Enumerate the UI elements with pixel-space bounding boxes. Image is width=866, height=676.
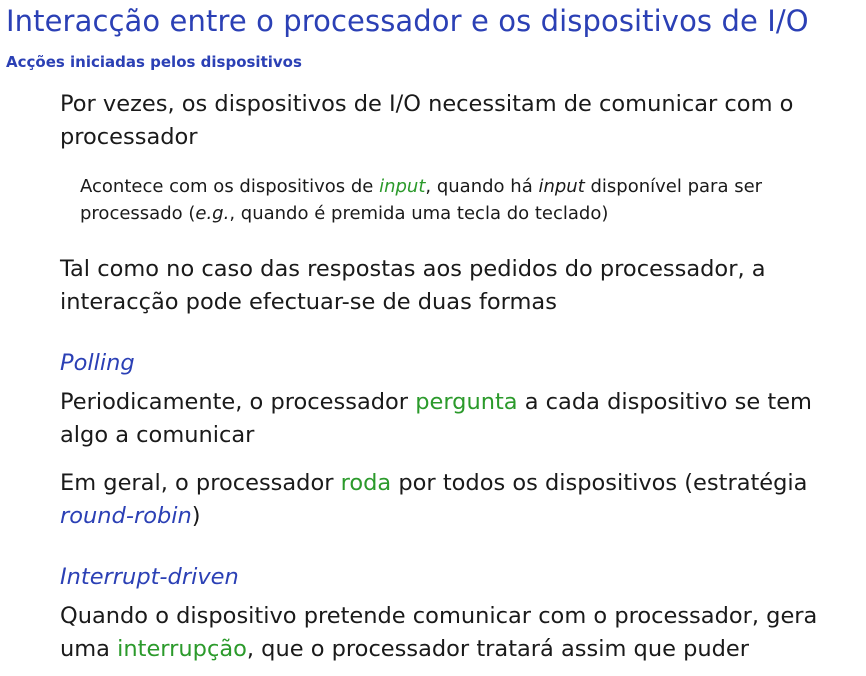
intro-paragraph-1-text: Por vezes, os dispositivos de I/O necessitam de comunicar com o processador bbox=[60, 91, 794, 150]
note-input-italic: input bbox=[538, 176, 585, 197]
polling-roda-highlight: roda bbox=[340, 470, 392, 496]
interrupt-line-1-text-b: , que o processador tratará assim que puder bbox=[246, 636, 750, 662]
polling-line-1 bbox=[60, 386, 860, 452]
input-note bbox=[80, 173, 840, 227]
polling-pergunta-highlight: pergunta bbox=[415, 389, 518, 415]
interrupt-heading: Interrupt-driven bbox=[60, 564, 239, 590]
polling-line-2 bbox=[60, 467, 860, 533]
note-text-2: , quando há bbox=[425, 176, 539, 197]
note-input-highlight: input bbox=[379, 176, 426, 197]
interrupt-interrupcao-highlight: interrupção bbox=[117, 636, 247, 662]
polling-line-2-text-b: por todos os dispositivos (estratégia bbox=[391, 470, 808, 496]
intro-paragraph-2 bbox=[60, 253, 820, 319]
polling-line-2-text-a: Em geral, o processador bbox=[60, 470, 341, 496]
polling-round-robin: round-robin bbox=[60, 503, 192, 529]
slide-subtitle: Acções iniciadas pelos dispositivos bbox=[6, 53, 302, 71]
polling-line-1-text-b: a cada dispositivo se tem algo a comunicar bbox=[60, 389, 812, 448]
intro-paragraph-2-text: Tal como no caso das respostas aos pedidos do processador, a interacção pode efectuar-se de duas formas bbox=[60, 256, 766, 315]
note-eg: e.g. bbox=[195, 203, 230, 224]
interrupt-line-1-text-a: Quando o dispositivo pretende comunicar com o processador, gera uma bbox=[60, 603, 818, 662]
interrupt-line-1 bbox=[60, 600, 860, 666]
note-text-4: , quando é premida uma tecla do teclado) bbox=[229, 203, 609, 224]
note-text-3: disponível para ser processado ( bbox=[80, 176, 763, 224]
intro-paragraph-1 bbox=[60, 88, 850, 154]
polling-line-2-text-c: ) bbox=[191, 503, 201, 529]
note-text-1: Acontece com os dispositivos de bbox=[80, 176, 380, 197]
polling-line-1-text-a: Periodicamente, o processador bbox=[60, 389, 416, 415]
polling-heading: Polling bbox=[60, 350, 135, 376]
slide-title: Interacção entre o processador e os dispositivos de I/O bbox=[6, 4, 809, 38]
